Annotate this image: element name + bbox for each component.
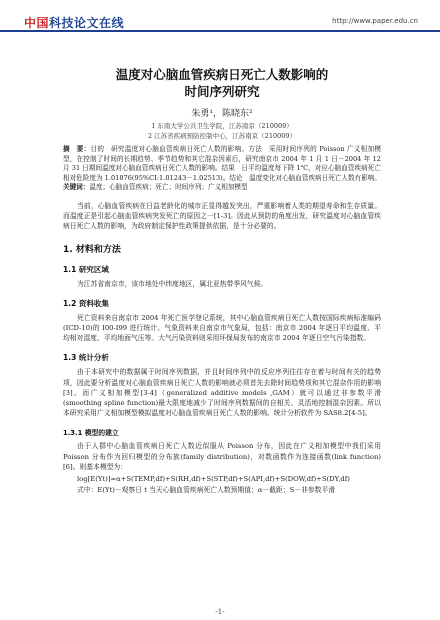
abstract-text: 目的 研究温度对心脑血管疾病日死亡人数的影响。方法 采用时间序列的 Poisson 广义相加模型，在控制了时间的长期趋势、季节趋势和其它混杂因素后，研究南京市 2004 年 1 月 1 日－2004 年 12 月 31 日期间温度对心脑血管疾病日死亡人数的影响。结果 日平均温度每下降 1℃，对应心脑血管疾病死亡相对危险度为 1.01876(95%CI:1.01243－1.02513)。结论 温度变化对心脑血管疾病日死亡人数有影响。 [63,145,381,182]
section-1-1-text: 为江苏省南京市，该市地处中纬度地区，属北亚热带季风气候。 [77,279,268,288]
affiliations [63,121,381,141]
keywords-text: 温度；心脑血管疾病；死亡；时间序列；广义相加模型 [89,183,248,192]
intro-paragraph: 当前，心脑血管疾病在日益老龄化的城市正显得越发突出，严重影响着人类的期望寿命和生存质量。而温度正是引起心脑血管疾病突发死亡的原因之一[1-3]。因此从预防的角度出发，研究温度对心脑血管疾病日死亡人数的影响，为政府制定保护性政策提供依据，是十分必要的。 [63,201,381,231]
section-1-3-1-text: 由于人群中心脑血管疾病日死亡人数近似服从 Poisson 分布，因此在广义相加模型中我们采用 Poisson 分布作为回归模型的分布族(family distribution)，对数函数作为连接函数(link function)[6]。则基本模型为： [63,442,381,471]
formula-note: 式中：E(Yt)－观察日 t 当天心脑血管疾病死亡人数预期值；α－截距；S－非参数平滑 [77,486,336,495]
section-heading-1-3: 1.3 统计分析 [63,353,109,363]
section-1-3-text: 由于本研究中的数据属于时间序列数据，并且时间序列中的反应序列往往存在着与时间有关的趋势项，因此要分析温度对心脑血管疾病日死亡人数的影响就必须首先去除时间趋势项和其它混杂作用的影响[3]。而广义相加模型[3-4]（generalized additive models ,GAM）就可以通过非参数平滑(smoothing spline function)最大限度地减少了时间序列数据间的自相关、灵活地控制混杂因素。所以本研究采用广义相加模型模拟温度对心脑血管疾病日死亡人数的影响。统计分析软件为 SAS8.2[4-5]。 [63,368,381,418]
title-line-2: 时间序列研究 [184,84,260,99]
page-number: -1- [215,608,225,616]
title-line-1: 温度对心脑血管疾病日死亡人数影响的 [115,67,329,82]
authors: 朱勇¹，陈晓东² [191,109,253,119]
logo-red-text: 中国 [24,16,50,30]
abstract [63,145,381,183]
abstract-label: 摘 要： [63,145,91,153]
model-formula: log[E(Yt)]=α+S(TEMP,df)+S(RH,df)+S(STP,df)+S(API,df)+S(DOW,df)+S(DY,df) [77,475,350,484]
site-logo[interactable] [24,14,124,31]
section-heading-1-2: 1.2 资料收集 [63,298,109,308]
affiliation-2: 2 江苏省疾病预防控制中心，江苏南京（210009） [147,132,296,140]
section-heading-1: 1. 材料和方法 [63,244,121,255]
section-heading-1-3-1: 1.3.1 模型的建立 [63,429,119,438]
logo-blue-text: 科技论文在线 [49,16,125,30]
site-url[interactable]: http://www.paper.edu.cn [332,17,418,25]
section-1-2-text: 死亡资料来自南京市 2004 年死亡医学登记系统，其中心脑血管疾病日死亡人数按国际疾病标准编码(ICD-10)的 I00-I99 进行统计。气象资料来自南京市气象局，包括：南京市 2004 年逐日平均温度、平均相对湿度、平均地面气压等。大气污染资料则采用环保局发布的南京市 2004 年逐日空气污染指数。 [63,313,381,343]
section-heading-1-1: 1.1 研究区域 [63,264,109,274]
keywords-label: 关键词： [63,183,90,192]
header-bar [0,0,440,30]
keywords [63,183,381,193]
paper-page [63,32,381,495]
affiliation-1: 1 东南大学公共卫生学院，江苏南京（210009） [151,122,293,130]
paper-title [63,66,381,100]
